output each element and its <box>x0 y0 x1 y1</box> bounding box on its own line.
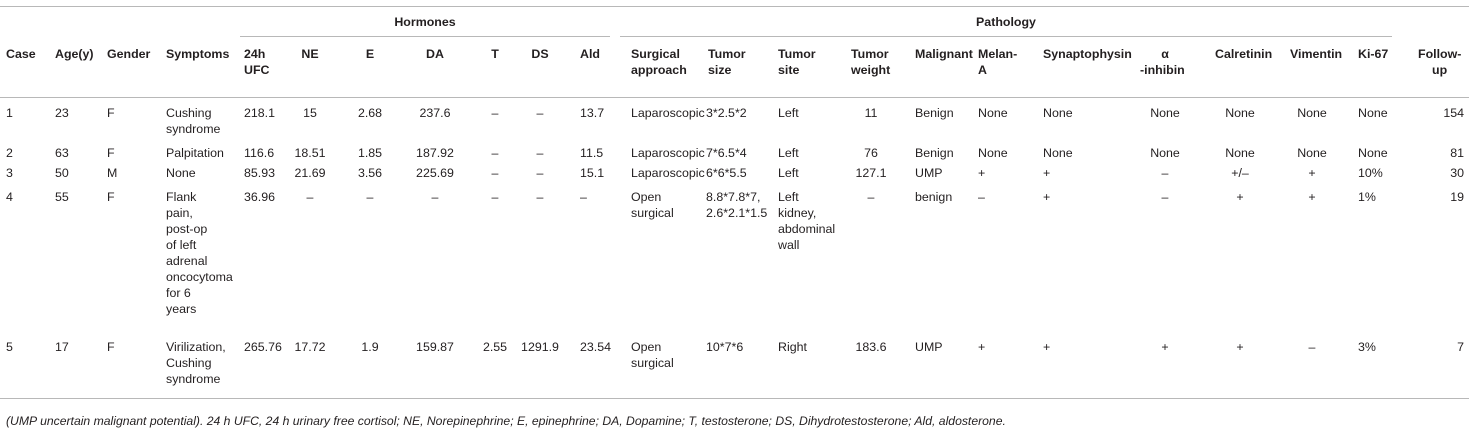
cell-e: 1.9 <box>361 340 379 354</box>
cell-fu: 81 <box>1450 146 1464 160</box>
col-weight-1: Tumor <box>851 47 889 61</box>
cell-calr: None <box>1225 146 1255 160</box>
col-da: DA <box>426 47 444 61</box>
pathology-group-header: Pathology <box>976 15 1036 29</box>
cell-ald: 13.7 <box>580 106 605 120</box>
cell-case: 4 <box>6 190 13 204</box>
cell-ufc: 36.96 <box>244 190 276 204</box>
col-t: T <box>491 47 499 61</box>
pathology-underline <box>620 36 1392 37</box>
col-ufc-2: UFC <box>244 63 270 77</box>
cell-surgical: surgical <box>631 206 674 220</box>
cell-surgical: Laparoscopic <box>631 146 705 160</box>
col-followup-1: Follow- <box>1418 47 1462 61</box>
cell-symptoms: pain, <box>166 206 193 220</box>
cell-case: 1 <box>6 106 13 120</box>
cell-ds: – <box>536 106 544 120</box>
cell-ki: 10% <box>1358 166 1383 180</box>
cell-ald: – <box>580 190 587 204</box>
cell-malignant: benign <box>915 190 953 204</box>
col-case: Case <box>6 47 36 61</box>
col-site-2: site <box>778 63 800 77</box>
cell-melan: + <box>978 340 986 354</box>
cell-t: – <box>491 146 499 160</box>
cell-ne: 15 <box>303 106 317 120</box>
cell-symptoms: adrenal <box>166 254 208 268</box>
cell-weight: – <box>867 190 875 204</box>
cell-inh: None <box>1150 146 1180 160</box>
cell-ds: – <box>536 166 544 180</box>
cell-size: 3*2.5*2 <box>706 106 747 120</box>
cell-symptoms: oncocytoma <box>166 270 233 284</box>
cell-fu: 7 <box>1457 340 1464 354</box>
cell-age: 23 <box>55 106 69 120</box>
cell-da: 187.92 <box>416 146 454 160</box>
cell-inh: None <box>1150 106 1180 120</box>
cell-surgical: Laparoscopic <box>631 106 705 120</box>
cell-malignant: UMP <box>915 340 943 354</box>
cell-gender: F <box>107 340 115 354</box>
cell-size: 7*6.5*4 <box>706 146 747 160</box>
col-ds: DS <box>531 47 549 61</box>
cell-ufc: 265.76 <box>244 340 282 354</box>
cell-ds: 1291.9 <box>521 340 559 354</box>
cell-da: 237.6 <box>419 106 451 120</box>
cell-site: Right <box>778 340 807 354</box>
col-weight-2: weight <box>851 63 891 77</box>
cell-ds: – <box>536 146 544 160</box>
cell-symptoms: of left <box>166 238 197 252</box>
cell-age: 63 <box>55 146 69 160</box>
cell-da: 159.87 <box>416 340 454 354</box>
cell-site: Left <box>778 106 799 120</box>
cell-calr: + <box>1236 340 1244 354</box>
cell-e: 3.56 <box>357 166 383 180</box>
cell-fu: 30 <box>1450 166 1464 180</box>
cell-site: abdominal <box>778 222 836 236</box>
cell-t: – <box>491 166 499 180</box>
cell-malignant: Benign <box>915 106 954 120</box>
cell-ne: – <box>306 190 314 204</box>
cell-vim: + <box>1308 190 1316 204</box>
cell-case: 5 <box>6 340 13 354</box>
cell-age: 17 <box>55 340 69 354</box>
cell-gender: F <box>107 146 115 160</box>
cell-inh: + <box>1161 340 1169 354</box>
col-surgical-2: approach <box>631 63 687 77</box>
cell-size: 8.8*7.8*7, <box>706 190 761 204</box>
cell-melan: – <box>978 190 985 204</box>
col-ufc-1: 24h <box>244 47 266 61</box>
cell-e: – <box>366 190 374 204</box>
col-e: E <box>365 47 375 61</box>
cell-case: 2 <box>6 146 13 160</box>
col-size-1: Tumor <box>708 47 746 61</box>
col-symptoms: Symptoms <box>166 47 230 61</box>
cell-symptoms: Flank <box>166 190 197 204</box>
cell-fu: 19 <box>1450 190 1464 204</box>
cell-symptoms: Cushing <box>166 106 212 120</box>
cell-size: 6*6*5.5 <box>706 166 747 180</box>
cell-da: 225.69 <box>416 166 454 180</box>
cell-age: 55 <box>55 190 69 204</box>
cell-symptoms: syndrome <box>166 372 221 386</box>
cell-fu: 154 <box>1443 106 1464 120</box>
cell-weight: 183.6 <box>855 340 887 354</box>
col-synaptophysin: Synaptophysin <box>1043 47 1132 61</box>
cell-site: Left <box>778 146 799 160</box>
top-rule <box>0 6 1469 7</box>
cell-ki: 1% <box>1358 190 1376 204</box>
cell-ne: 21.69 <box>294 166 326 180</box>
cell-symptoms: Palpitation <box>166 146 224 160</box>
cell-gender: M <box>107 166 118 180</box>
cell-vim: + <box>1308 166 1316 180</box>
cell-calr: + <box>1236 190 1244 204</box>
cell-syn: + <box>1043 340 1051 354</box>
cell-site: Left <box>778 190 799 204</box>
table-bottom-rule <box>0 398 1469 399</box>
cell-surgical: surgical <box>631 356 674 370</box>
cell-ufc: 218.1 <box>244 106 276 120</box>
cell-symptoms: Cushing <box>166 356 212 370</box>
col-inhibin-1: α <box>1161 47 1169 61</box>
cell-symptoms: Virilization, <box>166 340 226 354</box>
cell-calr: None <box>1225 106 1255 120</box>
cell-t: 2.55 <box>482 340 508 354</box>
cell-vim: None <box>1297 146 1327 160</box>
cell-ki: None <box>1358 106 1388 120</box>
table-footnote: (UMP uncertain malignant potential). 24 h UFC, 24 h urinary free cortisol; NE, Norepinephrine; E, epinephrine; DA, Dopamine; T, testosterone; DS, Dihydrotestosterone; Ald, aldosterone. <box>6 414 1006 428</box>
cell-weight: 11 <box>864 106 878 120</box>
cell-vim: None <box>1297 106 1327 120</box>
cell-melan: None <box>978 106 1008 120</box>
col-followup-2: up <box>1432 63 1448 77</box>
cell-surgical: Laparoscopic <box>631 166 705 180</box>
col-size-2: size <box>708 63 732 77</box>
cell-ki: 3% <box>1358 340 1376 354</box>
col-age: Age(y) <box>55 47 94 61</box>
header-bottom-rule <box>0 97 1469 98</box>
cell-e: 2.68 <box>357 106 383 120</box>
hormones-underline <box>240 36 610 37</box>
cell-melan: + <box>978 166 986 180</box>
cell-syn: None <box>1043 106 1073 120</box>
cell-ald: 15.1 <box>580 166 605 180</box>
cell-e: 1.85 <box>357 146 383 160</box>
cell-site: wall <box>778 238 800 252</box>
cell-inh: – <box>1161 166 1169 180</box>
cell-case: 3 <box>6 166 13 180</box>
col-gender: Gender <box>107 47 151 61</box>
cell-syn: + <box>1043 190 1051 204</box>
cell-symptoms: post-op <box>166 222 208 236</box>
col-ne: NE <box>301 47 319 61</box>
cell-gender: F <box>107 190 115 204</box>
cell-ufc: 116.6 <box>244 146 275 160</box>
cell-weight: 127.1 <box>855 166 887 180</box>
cell-symptoms: syndrome <box>166 122 221 136</box>
col-malignant: Malignant <box>915 47 973 61</box>
col-site-1: Tumor <box>778 47 816 61</box>
cell-surgical: Open <box>631 340 662 354</box>
cell-da: – <box>431 190 439 204</box>
cell-size: 2.6*2.1*1.5 <box>706 206 768 220</box>
cell-ne: 18.51 <box>294 146 326 160</box>
cell-t: – <box>491 106 499 120</box>
cell-ufc: 85.93 <box>244 166 276 180</box>
col-ki67: Ki-67 <box>1358 47 1389 61</box>
cell-malignant: UMP <box>915 166 943 180</box>
cell-surgical: Open <box>631 190 662 204</box>
col-vimentin: Vimentin <box>1290 47 1343 61</box>
cell-ald: 11.5 <box>580 146 604 160</box>
col-melan-1: Melan- <box>978 47 1018 61</box>
cell-syn: None <box>1043 146 1073 160</box>
col-surgical-1: Surgical <box>631 47 680 61</box>
cell-calr: +/– <box>1231 166 1249 180</box>
cell-size: 10*7*6 <box>706 340 744 354</box>
cell-symptoms: years <box>166 302 197 316</box>
cell-site: Left <box>778 166 799 180</box>
col-ald: Ald <box>580 47 600 61</box>
col-calretinin: Calretinin <box>1215 47 1273 61</box>
cell-ne: 17.72 <box>294 340 326 354</box>
col-melan-2: A <box>978 63 987 77</box>
cell-malignant: Benign <box>915 146 954 160</box>
cell-ki: None <box>1358 146 1388 160</box>
cell-ald: 23.54 <box>580 340 612 354</box>
cell-symptoms: None <box>166 166 196 180</box>
cell-ds: – <box>536 190 544 204</box>
cell-site: kidney, <box>778 206 817 220</box>
cell-gender: F <box>107 106 115 120</box>
cell-inh: – <box>1161 190 1169 204</box>
col-inhibin-2: -inhibin <box>1140 63 1185 77</box>
cell-melan: None <box>978 146 1008 160</box>
cell-weight: 76 <box>864 146 878 160</box>
cell-vim: – <box>1308 340 1316 354</box>
cell-age: 50 <box>55 166 69 180</box>
cell-t: – <box>491 190 499 204</box>
hormones-group-header: Hormones <box>394 15 456 29</box>
cell-syn: + <box>1043 166 1051 180</box>
cell-symptoms: for 6 <box>166 286 191 300</box>
